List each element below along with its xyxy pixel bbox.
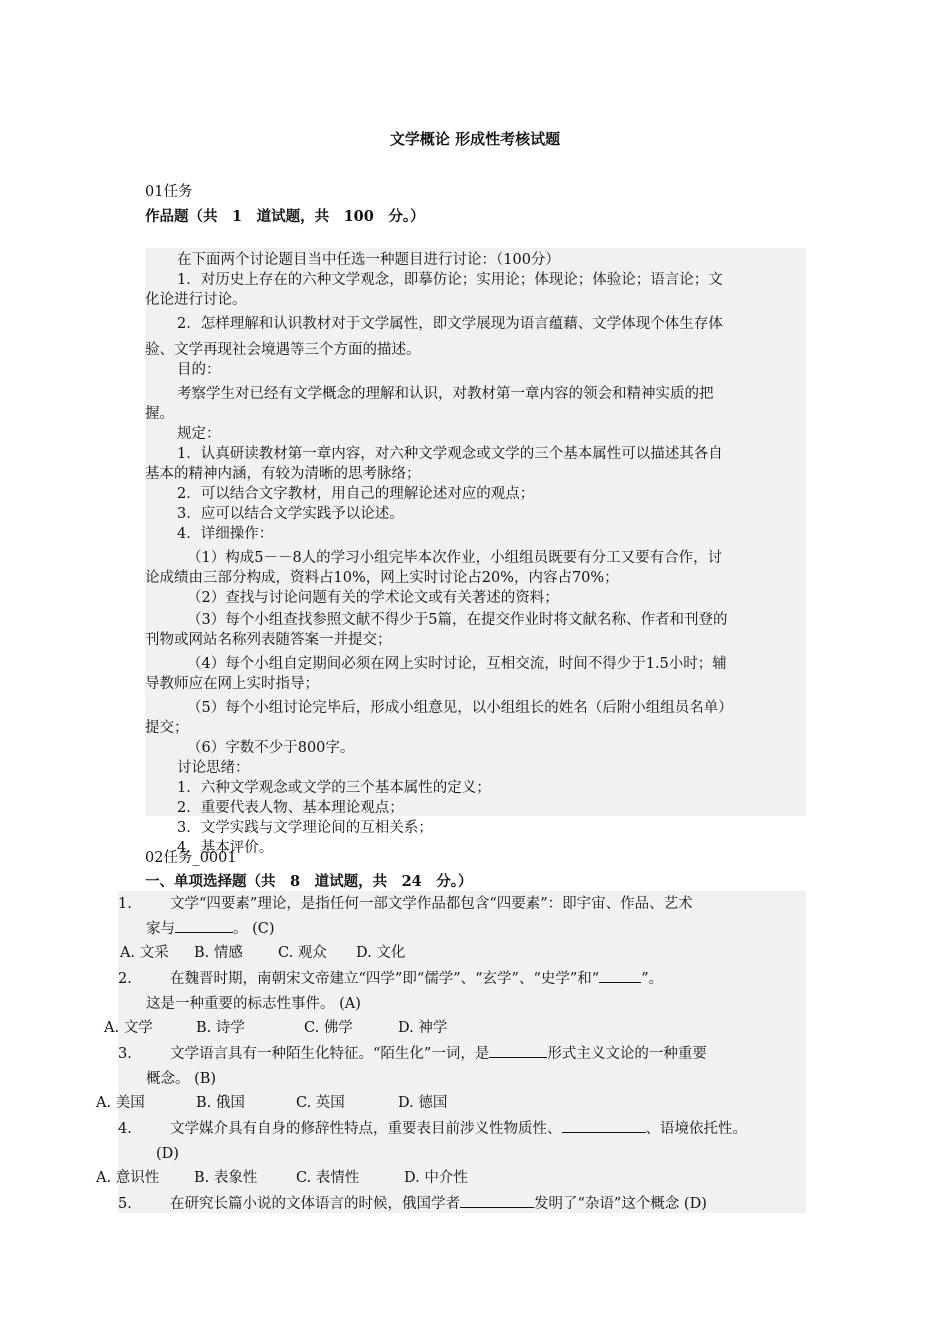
question-5 [118, 1192, 707, 1217]
task1-content [145, 250, 805, 858]
option-d: D. 德国 [398, 1095, 448, 1111]
task1-label: 01任务 [145, 184, 193, 200]
task1-section-heading: 作品题（共 1 道试题，共 100 分。） [145, 208, 425, 225]
task1-line: 1．认真研读教材第一章内容，对六种文学观念或文学的三个基本属性可以描述其各自 [177, 446, 723, 462]
task1-line: （3）每个小组查找参照文献不得少于5篇，在提交作业时将文献名称、作者和刊登的 [187, 612, 728, 628]
task1-line: 在下面两个讨论题目当中任选一种题目进行讨论：（100分） [177, 252, 560, 268]
option-c: C. 表情性 [296, 1170, 360, 1186]
task1-line: 规定： [177, 426, 221, 442]
task1-line: 目的： [177, 362, 221, 378]
question-number: 2. [118, 971, 132, 987]
task1-line: （4）每个小组自定期间必须在网上实时讨论，互相交流，时间不得少于1.5小时；辅 [187, 656, 727, 672]
option-b: B. 表象性 [194, 1170, 258, 1186]
option-d: D. 神学 [398, 1020, 448, 1036]
question-text: (D) [156, 1146, 179, 1162]
question-text: 在研究长篇小说的文体语言的时候，俄国学者 [170, 1196, 460, 1212]
option-a: A. 文学 [104, 1020, 153, 1036]
question-number: 4. [118, 1121, 132, 1137]
answer-blank [175, 918, 233, 933]
question-text: 文学语言具有一种陌生化特征。“陌生化”一词，是 [170, 1046, 490, 1062]
task1-line: 化论进行讨论。 [145, 292, 247, 308]
option-d: D. 中介性 [404, 1170, 468, 1186]
question-2 [118, 967, 663, 1017]
task1-line: （6）字数不少于800字。 [187, 740, 355, 756]
answer-blank [460, 1193, 534, 1208]
task1-line: 2．重要代表人物、基本理论观点； [177, 800, 404, 816]
task1-line: （1）构成5－－8人的学习小组完毕本次作业，小组组员既要有分工又要有合作，讨 [187, 550, 723, 566]
option-d: D. 文化 [356, 945, 406, 961]
question-2-options [104, 1016, 447, 1041]
page-title: 文学概论 形成性考核试题 [389, 130, 561, 148]
question-number: 1. [118, 896, 132, 912]
question-text: 在魏晋时期，南朝宋文帝建立“四学”即“儒学”、“玄学”、“史学”和“ [170, 971, 600, 987]
task1-line: （5）每个小组讨论完毕后，形成小组意见，以小组组长的姓名（后附小组组员名单） [187, 700, 733, 716]
answer-blank [599, 968, 641, 983]
question-number: 3. [118, 1046, 132, 1062]
task1-line: 导教师应在网上实时指导； [145, 676, 319, 692]
question-text: 、语境依托性。 [645, 1121, 747, 1137]
task1-line: 提交； [145, 720, 189, 736]
task1-line: 2．可以结合文字教材，用自己的理解论述对应的观点； [177, 486, 535, 502]
task1-line: 2．怎样理解和认识教材对于文学属性，即文学展现为语言蕴藉、文学体现个体生存体 [177, 316, 723, 332]
task2-label: 02任务_0001 [145, 850, 237, 866]
task1-line: 1．对历史上存在的六种文学观念，即摹仿论；实用论；体现论；体验论；语言论；文 [177, 272, 723, 288]
task1-line: 4．基本评价。 [177, 840, 274, 856]
question-text: 家与 [146, 921, 175, 937]
answer-blank [562, 1118, 646, 1133]
question-text: 概念。 (B) [146, 1071, 217, 1087]
question-4-options [96, 1166, 468, 1191]
task1-line: 3．文学实践与文学理论间的互相关系； [177, 820, 433, 836]
task1-line: 基本的精神内涵，有较为清晰的思考脉络； [145, 466, 421, 482]
option-c: C. 英国 [296, 1095, 345, 1111]
question-text: 发明了“杂语”这个概念 (D) [534, 1196, 707, 1212]
option-c: C. 佛学 [304, 1020, 353, 1036]
task1-line: （2）查找与讨论问题有关的学术论文或有关著述的资料； [187, 590, 559, 606]
question-text: 这是一种重要的标志性事件。 (A) [146, 996, 361, 1012]
task1-line: 刊物或网站名称列表随答案一并提交； [145, 632, 392, 648]
option-a: A. 意识性 [96, 1170, 160, 1186]
question-text: 。 (C) [233, 921, 275, 937]
task1-line: 论成绩由三部分构成，资料占10%，网上实时讨论占20%，内容占70%； [145, 570, 619, 586]
question-text: 形式主义文论的一种重要 [547, 1046, 707, 1062]
task1-line: 1．六种文学观念或文学的三个基本属性的定义； [177, 780, 491, 796]
question-3-options [96, 1091, 447, 1116]
task1-line: 验、文学再现社会境遇等三个方面的描述。 [145, 342, 421, 358]
question-4 [118, 1117, 747, 1167]
question-3 [118, 1042, 707, 1092]
question-number: 5. [118, 1196, 132, 1212]
question-text: 文学媒介具有自身的修辞性特点，重要表目前涉义性物质性、 [170, 1121, 562, 1137]
task2-section-heading: 一、单项选择题（共 8 道试题，共 24 分。） [145, 873, 473, 890]
question-text: 文学“四要素”理论，是指任何一部文学作品都包含“四要素”：即宇宙、作品、艺术 [170, 896, 693, 912]
task1-line: 考察学生对已经有文学概念的理解和认识，对教材第一章内容的领会和精神实质的把 [177, 386, 714, 402]
option-a: A. 美国 [96, 1095, 145, 1111]
option-b: B. 俄国 [196, 1095, 245, 1111]
task1-line: 握。 [145, 406, 174, 422]
task1-line: 讨论思绪： [177, 760, 250, 776]
option-b: B. 情感 [194, 945, 243, 961]
answer-blank [489, 1043, 547, 1058]
question-1-options [120, 941, 405, 966]
option-b: B. 诗学 [196, 1020, 245, 1036]
task1-line: 4．详细操作： [177, 526, 274, 542]
question-1 [118, 892, 693, 942]
question-text: ”。 [641, 971, 664, 987]
option-c: C. 观众 [278, 945, 327, 961]
option-a: A. 文采 [120, 945, 169, 961]
task1-line: 3．应可以结合文学实践予以论述。 [177, 506, 404, 522]
